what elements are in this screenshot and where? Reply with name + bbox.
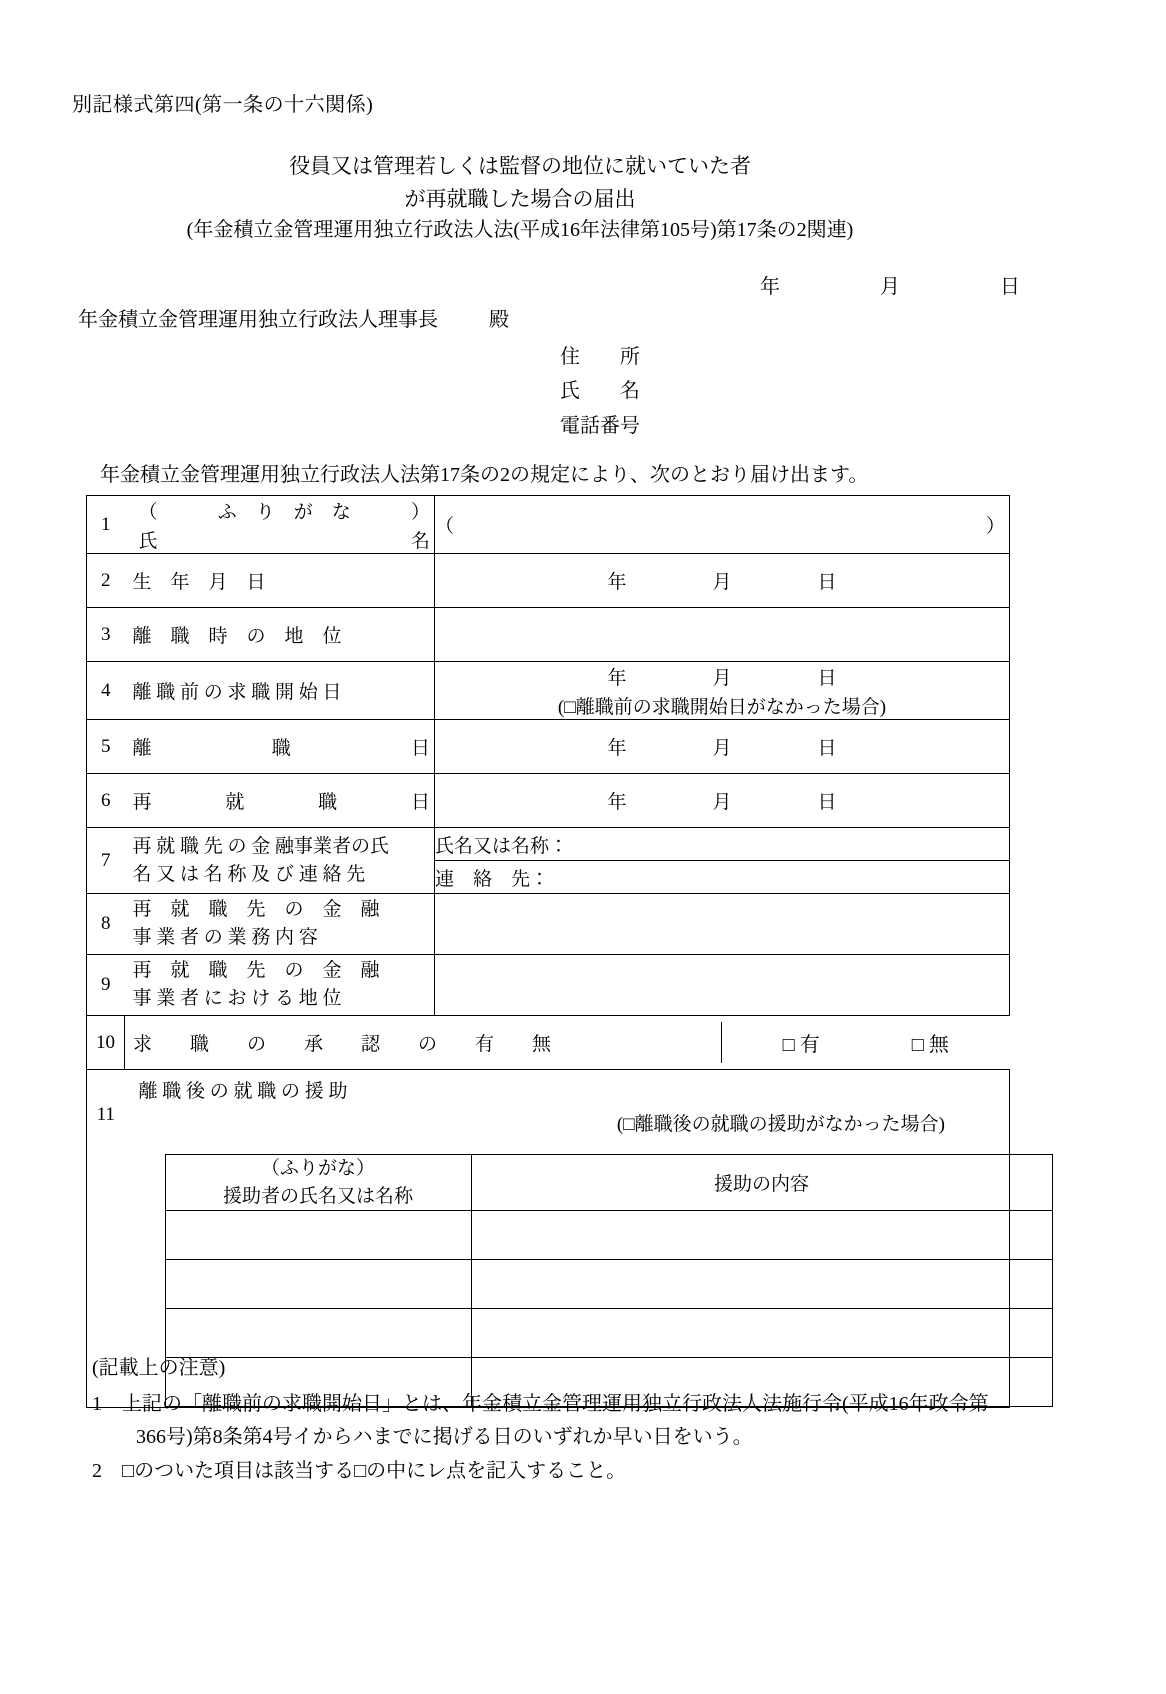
title-line-1: 役員又は管理若しくは監督の地位に就いていた者 — [289, 154, 751, 178]
row-2-label — [125, 554, 435, 608]
note-number: 1 — [92, 1393, 102, 1416]
checkbox-no[interactable]: □ 無 — [911, 1034, 949, 1056]
row-3-label-text: 離 職 時 の 地 位 — [132, 626, 342, 647]
note-item — [92, 1388, 1052, 1453]
row-7-name-value[interactable]: 氏名又は名称： — [435, 828, 1010, 861]
row-2-label-inner: 生 年 月 日 — [132, 572, 266, 593]
date-line — [760, 270, 1020, 299]
assistance-name-cell[interactable] — [165, 1309, 471, 1358]
note-text — [122, 1455, 1052, 1487]
row-5-number: 5 — [87, 720, 125, 774]
name-label-right: 名 — [410, 530, 430, 552]
row-10-number: 10 — [87, 1016, 125, 1070]
furigana-label: ふ り が な — [217, 501, 351, 523]
row-9-label-line1: 再 就 職 先 の 金 融 — [132, 960, 380, 982]
furigana-close-paren: ） — [410, 501, 430, 523]
row-1-value[interactable] — [435, 496, 1010, 554]
row-6-label-text — [125, 787, 435, 814]
row-5-month: 月 — [712, 738, 732, 759]
note-line-2: 366号)第8条第4号イからハまでに掲げる日のいずれか早い日をいう。 — [136, 1425, 753, 1448]
row-8-label — [125, 894, 435, 955]
assistance-header-name-label: 援助者の氏名又は名称 — [222, 1185, 413, 1207]
row-6-year: 年 — [607, 792, 627, 813]
note-text — [122, 1388, 1052, 1453]
assistance-header-content: 援助の内容 — [471, 1155, 1052, 1211]
row-2-day: 日 — [817, 572, 837, 593]
row-8-value[interactable] — [435, 894, 1010, 955]
table-row-5 — [87, 720, 1010, 774]
name-label-left: 氏 — [138, 530, 158, 552]
row-4-number: 4 — [87, 662, 125, 720]
row-7-number: 7 — [87, 828, 125, 894]
row-6-month: 月 — [712, 792, 732, 813]
title-block — [0, 150, 1040, 246]
row-6-number: 6 — [87, 774, 125, 828]
row-1-number: 1 — [87, 496, 125, 554]
addressee — [78, 303, 509, 332]
row-6-date-fields — [435, 787, 1009, 814]
assistance-name-cell[interactable] — [165, 1260, 471, 1309]
sender-phone-label: 電話番号 — [560, 414, 640, 437]
row-4-day: 日 — [817, 667, 837, 689]
row-1-furigana-line — [125, 497, 435, 524]
sender-address-label: 住 所 — [560, 346, 640, 368]
row-3-value[interactable] — [435, 608, 1010, 662]
row-5-label — [125, 720, 435, 774]
row-4-label-text: 離 職 前 の 求 職 開 始 日 — [132, 682, 342, 703]
row-11-header — [125, 1070, 1010, 1154]
row-11-title: 離 職 後 の 就 職 の 援 助 — [138, 1081, 348, 1102]
date-day-label: 日 — [1000, 276, 1020, 298]
addressee-honorific: 殿 — [489, 309, 509, 331]
row-5-label-text — [125, 733, 435, 760]
row-6-value[interactable] — [435, 774, 1010, 828]
row-9-number: 9 — [87, 955, 125, 1016]
row-7-label — [125, 828, 435, 894]
row-11-checkbox-note[interactable]: (□離職後の就職の援助がなかった場合) — [616, 1114, 945, 1135]
row-1-close-paren: ） — [985, 516, 1005, 537]
row-2-number: 2 — [87, 554, 125, 608]
row-3-label — [125, 608, 435, 662]
row-1-name-line — [125, 524, 435, 553]
row-7-label-line1: 再 就 職 先 の 金 融事業者の氏 — [132, 835, 390, 857]
row-9-value[interactable] — [435, 955, 1010, 1016]
row-2-year: 年 — [607, 572, 627, 593]
row-5-day: 日 — [817, 738, 837, 759]
table-row-7-upper — [87, 828, 1010, 861]
row-5-label-left: 離 — [132, 738, 152, 759]
row-9-label — [125, 955, 435, 1016]
row-6-label-mid1: 就 — [225, 792, 245, 813]
title-line-2: が再就職した場合の届出 — [404, 186, 636, 211]
row-10-body — [125, 1016, 1010, 1070]
row-8-label-line1: 再 就 職 先 の 金 融 — [132, 899, 380, 921]
assistance-header-furigana: （ふりがな） — [260, 1158, 375, 1179]
row-5-year: 年 — [607, 738, 627, 759]
table-row-9 — [87, 955, 1010, 1016]
assistance-content-cell[interactable] — [471, 1260, 1052, 1309]
date-year-label: 年 — [760, 276, 780, 298]
row-2-value[interactable] — [435, 554, 1010, 608]
note-line-1: □のついた項目は該当する□の中にレ点を記入すること。 — [122, 1460, 627, 1483]
table-row-2 — [87, 554, 1010, 608]
row-2-month: 月 — [712, 572, 732, 593]
table-row-1 — [87, 496, 1010, 554]
assistance-header-row — [165, 1155, 1052, 1211]
notes-title: (記載上の注意) — [92, 1357, 226, 1379]
assistance-header-name — [165, 1155, 471, 1211]
assistance-row — [165, 1211, 1052, 1260]
row-1-value-parens — [435, 511, 1009, 538]
row-8-number: 8 — [87, 894, 125, 955]
date-month-label: 月 — [880, 276, 900, 298]
row-4-checkbox-note[interactable]: (□離職前の求職開始日がなかった場合) — [557, 696, 887, 718]
checkbox-yes[interactable]: □ 有 — [782, 1034, 820, 1056]
row-4-date-fields — [435, 663, 1009, 690]
row-7-label-line2: 名 又 は 名 称 及 び 連 絡 先 — [132, 863, 366, 885]
row-10-checkboxes — [722, 1022, 1010, 1063]
row-4-month: 月 — [712, 667, 732, 689]
form-code: 別記様式第四(第一条の十六関係) — [72, 94, 374, 116]
row-5-label-mid: 職 — [271, 738, 291, 759]
row-10-checkbox-group — [732, 1028, 1000, 1057]
row-3-number: 3 — [87, 608, 125, 662]
sender-name-label: 氏 名 — [560, 380, 640, 403]
table-row-3 — [87, 608, 1010, 662]
assistance-content-cell[interactable] — [471, 1211, 1052, 1260]
assistance-row — [165, 1309, 1052, 1358]
assistance-row — [165, 1260, 1052, 1309]
row-6-label-mid2: 職 — [318, 792, 338, 813]
row-6-label-left: 再 — [132, 792, 152, 813]
row-6-label-right: 日 — [410, 792, 430, 813]
assistance-content-cell[interactable] — [471, 1309, 1052, 1358]
row-6-label — [125, 774, 435, 828]
row-4-label — [125, 662, 435, 720]
row-4-value[interactable] — [435, 662, 1010, 720]
row-5-value[interactable] — [435, 720, 1010, 774]
row-1-open-paren: （ — [435, 516, 455, 537]
row-4-year: 年 — [607, 667, 627, 689]
row-9-label-line2: 事 業 者 に お け る 地 位 — [132, 988, 342, 1009]
row-8-label-line2: 事 業 者 の 業 務 内 容 — [132, 927, 318, 948]
addressee-organization: 年金積立金管理運用独立行政法人理事長 — [78, 309, 438, 331]
note-item — [92, 1455, 1052, 1487]
row-2-label-text — [125, 567, 435, 594]
table-row-8 — [87, 894, 1010, 955]
title-subtitle: (年金積立金管理運用独立行政法人法(平成16年法律第105号)第17条の2関連) — [186, 219, 854, 242]
table-row-10 — [87, 1016, 1010, 1070]
row-1-label — [125, 496, 435, 554]
row-10-label: 求 職 の 承 認 の 有 無 — [125, 1022, 722, 1063]
table-row-4 — [87, 662, 1010, 720]
furigana-open-paren: （ — [138, 501, 158, 523]
row-7-contact-value[interactable]: 連 絡 先： — [435, 861, 1010, 894]
row-5-date-fields — [435, 733, 1009, 760]
row-2-date-fields — [435, 567, 1009, 594]
table-row-6 — [87, 774, 1010, 828]
row-11-number: 11 — [87, 1070, 125, 1408]
note-line-1: 上記の「離職前の求職開始日」とは、年金積立金管理運用独立行政法人法施行令(平成16年政令第 — [122, 1393, 989, 1416]
notes-section — [92, 1352, 1052, 1488]
sender-block — [560, 340, 640, 443]
row-5-label-right: 日 — [410, 738, 430, 759]
note-number: 2 — [92, 1460, 102, 1483]
main-form-table — [86, 495, 1010, 1408]
intro-text: 年金積立金管理運用独立行政法人法第17条の2の規定により、次のとおり届け出ます。 — [100, 464, 869, 486]
row-6-day: 日 — [817, 792, 837, 813]
assistance-name-cell[interactable] — [165, 1211, 471, 1260]
